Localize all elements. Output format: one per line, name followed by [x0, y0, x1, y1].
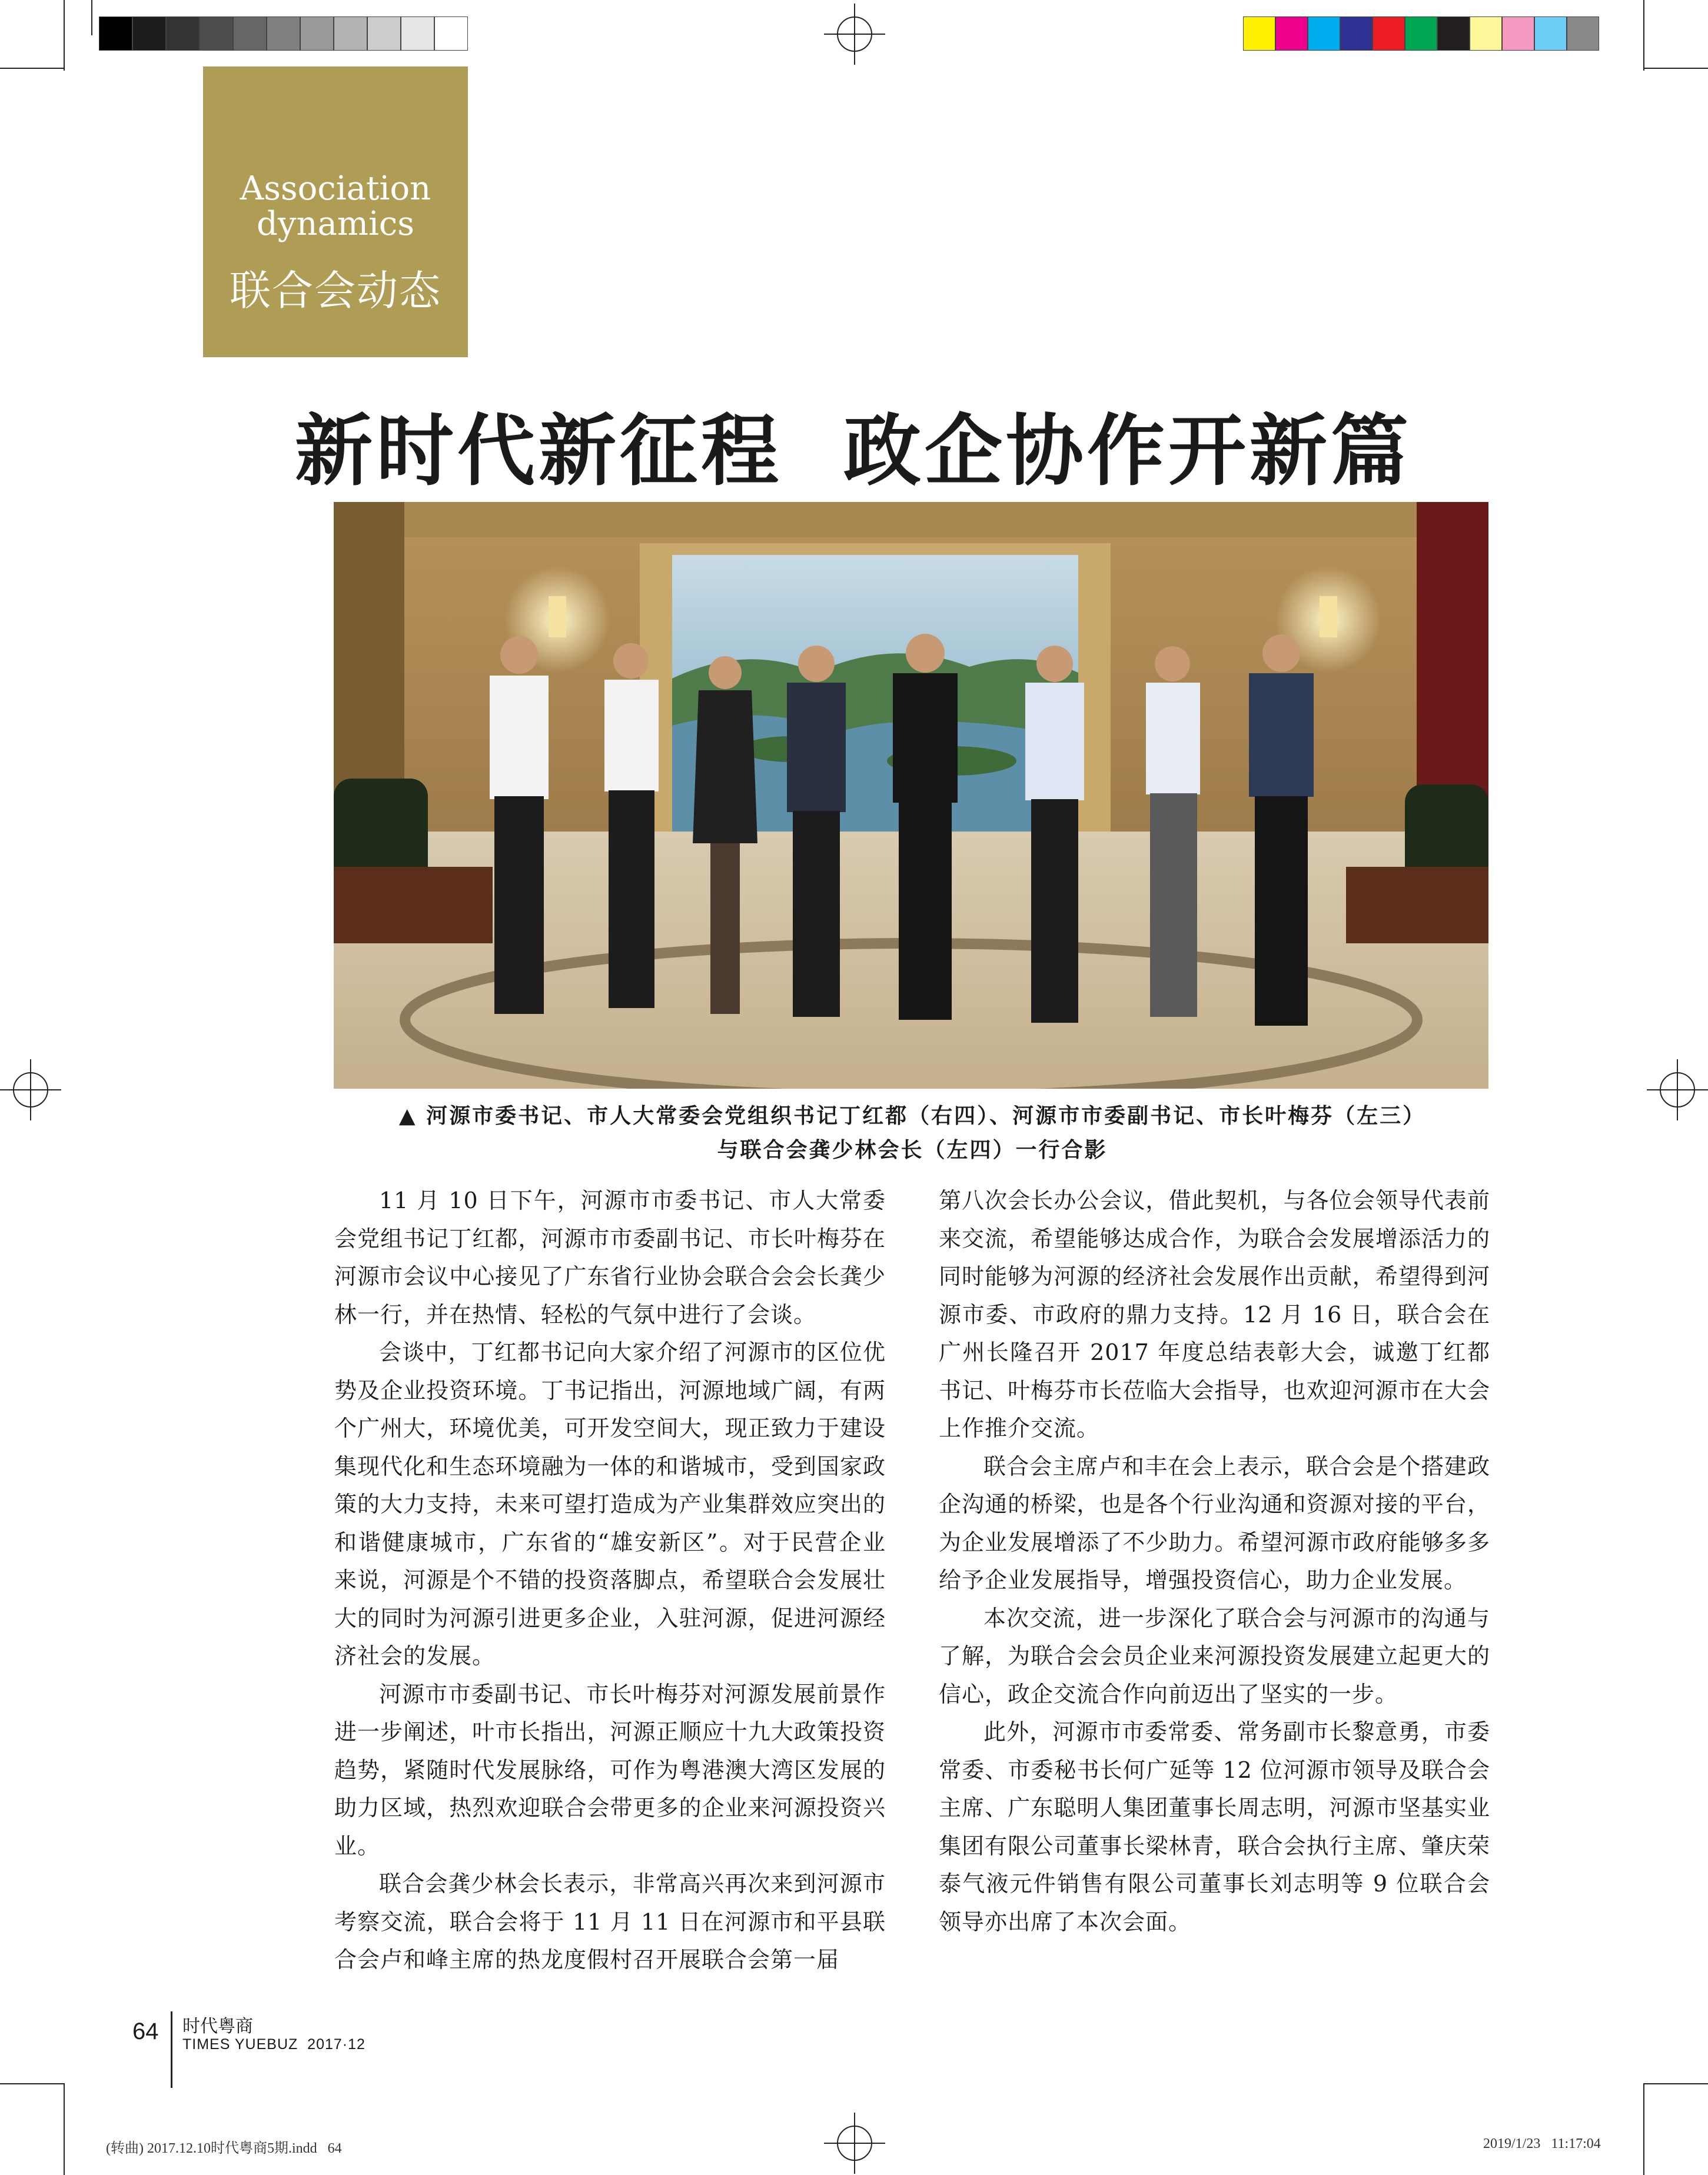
- swatch: [1243, 16, 1275, 51]
- photo-caption-line1: ▲ 河源市委书记、市人大常委会党组织书记丁红都（右四）、河源市市委副书记、市长叶梅芬（左三）: [398, 1103, 1426, 1128]
- print-slug-right: 2019/1/23 11:17:04: [1483, 2136, 1601, 2151]
- swatch: [267, 16, 300, 51]
- registration-target-icon: [824, 2113, 885, 2174]
- article-column-left: [334, 1182, 886, 1979]
- swatch: [1308, 16, 1340, 51]
- swatch: [132, 16, 166, 51]
- registration-target-icon: [824, 4, 885, 65]
- crop-mark: [1643, 0, 1644, 71]
- gray-colour-bar: [99, 16, 468, 51]
- swatch: [1567, 16, 1599, 51]
- swatch: [300, 16, 334, 51]
- photo-caption-line2: 与联合会龚少林会长（左四）一行合影: [717, 1138, 1108, 1162]
- section-label-box: [203, 66, 468, 357]
- paragraph: 会谈中，丁红都书记向大家介绍了河源市的区位优势及企业投资环境。丁书记指出，河源地域广阔，有两个广州大，环境优美，可开发空间大，现正致力于建设集现代化和生态环境融为一体的和谐城市，受到国家政策的大力支持，未来可望打造成为产业集群效应突出的和谐健康城市，广东省的“雄安新区”。对于民营企业来说，河源是个不错的投资落脚点，希望联合会发展壮大的同时为河源引进更多企业，入驻河源，促进河源经济社会的发展。: [334, 1339, 886, 1669]
- crop-mark: [64, 0, 65, 71]
- magazine-name-en: TIMES YUEBUZ 2017·12: [182, 2036, 365, 2053]
- swatch: [1340, 16, 1373, 51]
- swatch: [1275, 16, 1308, 51]
- swatch: [99, 16, 132, 51]
- swatch: [1405, 16, 1437, 51]
- crop-mark: [0, 2083, 65, 2084]
- crop-mark: [64, 2083, 65, 2175]
- section-label-en-line1: Association: [240, 169, 431, 208]
- paragraph: 河源市市委副书记、市长叶梅芬对河源发展前景作进一步阐述，叶市长指出，河源正顺应十九大政策投资趋势，紧随时代发展脉络，可作为粤港澳大湾区发展的助力区域，热烈欢迎联合会带更多的企业来河源投资兴业。: [334, 1681, 886, 1859]
- paragraph: 联合会龚少林会长表示，非常高兴再次来到河源市考察交流，联合会将于 11 月 11 日在河源市和平县联合会卢和峰主席的热龙度假村召开展联合会第一届: [334, 1871, 886, 1973]
- swatch: [1502, 16, 1534, 51]
- swatch: [233, 16, 267, 51]
- article-column-right: [939, 1182, 1490, 1941]
- swatch: [334, 16, 367, 51]
- swatch: [1373, 16, 1405, 51]
- section-label-en-line2: dynamics: [256, 205, 415, 243]
- swatch: [401, 16, 434, 51]
- registration-target-icon: [1647, 1059, 1708, 1120]
- crop-mark: [1643, 2083, 1708, 2084]
- section-label-cn: 联合会动态: [230, 267, 441, 315]
- swatch: [367, 16, 401, 51]
- swatch: [166, 16, 200, 51]
- crop-mark: [1643, 68, 1708, 69]
- page-number: 64: [132, 2018, 159, 2044]
- print-slug-left: (转曲) 2017.12.10时代粤商5期.indd 64: [106, 2141, 342, 2156]
- section-label-en: [203, 171, 468, 242]
- footer-divider: [171, 2011, 172, 2088]
- registration-target-icon: [0, 1059, 61, 1120]
- people: [490, 634, 1314, 1026]
- paragraph: 11 月 10 日下午，河源市市委书记、市人大常委会党组书记丁红都，河源市市委副书记、市长叶梅芬在河源市会议中心接见了广东省行业协会联合会会长龚少林一行，并在热情、轻松的气氛中进行了会谈。: [334, 1188, 886, 1328]
- swatch: [1437, 16, 1470, 51]
- swatch: [1470, 16, 1502, 51]
- swatch: [1534, 16, 1567, 51]
- swatch: [200, 16, 233, 51]
- paragraph: 本次交流，进一步深化了联合会与河源市的沟通与了解，为联合会会员企业来河源投资发展建立起更大的信心，政企交流合作向前迈出了坚实的一步。: [939, 1605, 1490, 1707]
- crop-mark: [91, 0, 92, 35]
- magazine-name-cn: 时代粤商: [182, 2016, 253, 2037]
- article-title: 新时代新征程 政企协作开新篇: [295, 405, 1412, 497]
- swatch: [434, 16, 468, 51]
- group-photo: [334, 502, 1488, 1089]
- process-colour-bar: [1243, 16, 1599, 51]
- paragraph: 联合会主席卢和丰在会上表示，联合会是个搭建政企沟通的桥梁，也是各个行业沟通和资源对接的平台，为企业发展增添了不少助力。希望河源市政府能够多多给予企业发展指导，增强投资信心，助力企业发展。: [939, 1453, 1490, 1593]
- crop-mark: [1643, 2083, 1644, 2175]
- paragraph: 第八次会长办公会议，借此契机，与各位会领导代表前来交流，希望能够达成合作，为联合会发展增添活力的同时能够为河源的经济社会发展作出贡献，希望得到河源市委、市政府的鼎力支持。12 月 16 日，联合会在广州长隆召开 2017 年度总结表彰大会，诚邀丁红都书记、叶梅芬市长莅临大会指导，也欢迎河源市在大会上作推介交流。: [939, 1188, 1490, 1441]
- paragraph: 此外，河源市市委常委、常务副市长黎意勇，市委常委、市委秘书长何广延等 12 位河源市领导及联合会主席、广东聪明人集团董事长周志明，河源市坚基实业集团有限公司董事长梁林青，联合会执行主席、肇庆荣泰气液元件销售有限公司董事长刘志明等 9 位联合会领导亦出席了本次会面。: [939, 1719, 1490, 1935]
- crop-mark: [0, 68, 65, 69]
